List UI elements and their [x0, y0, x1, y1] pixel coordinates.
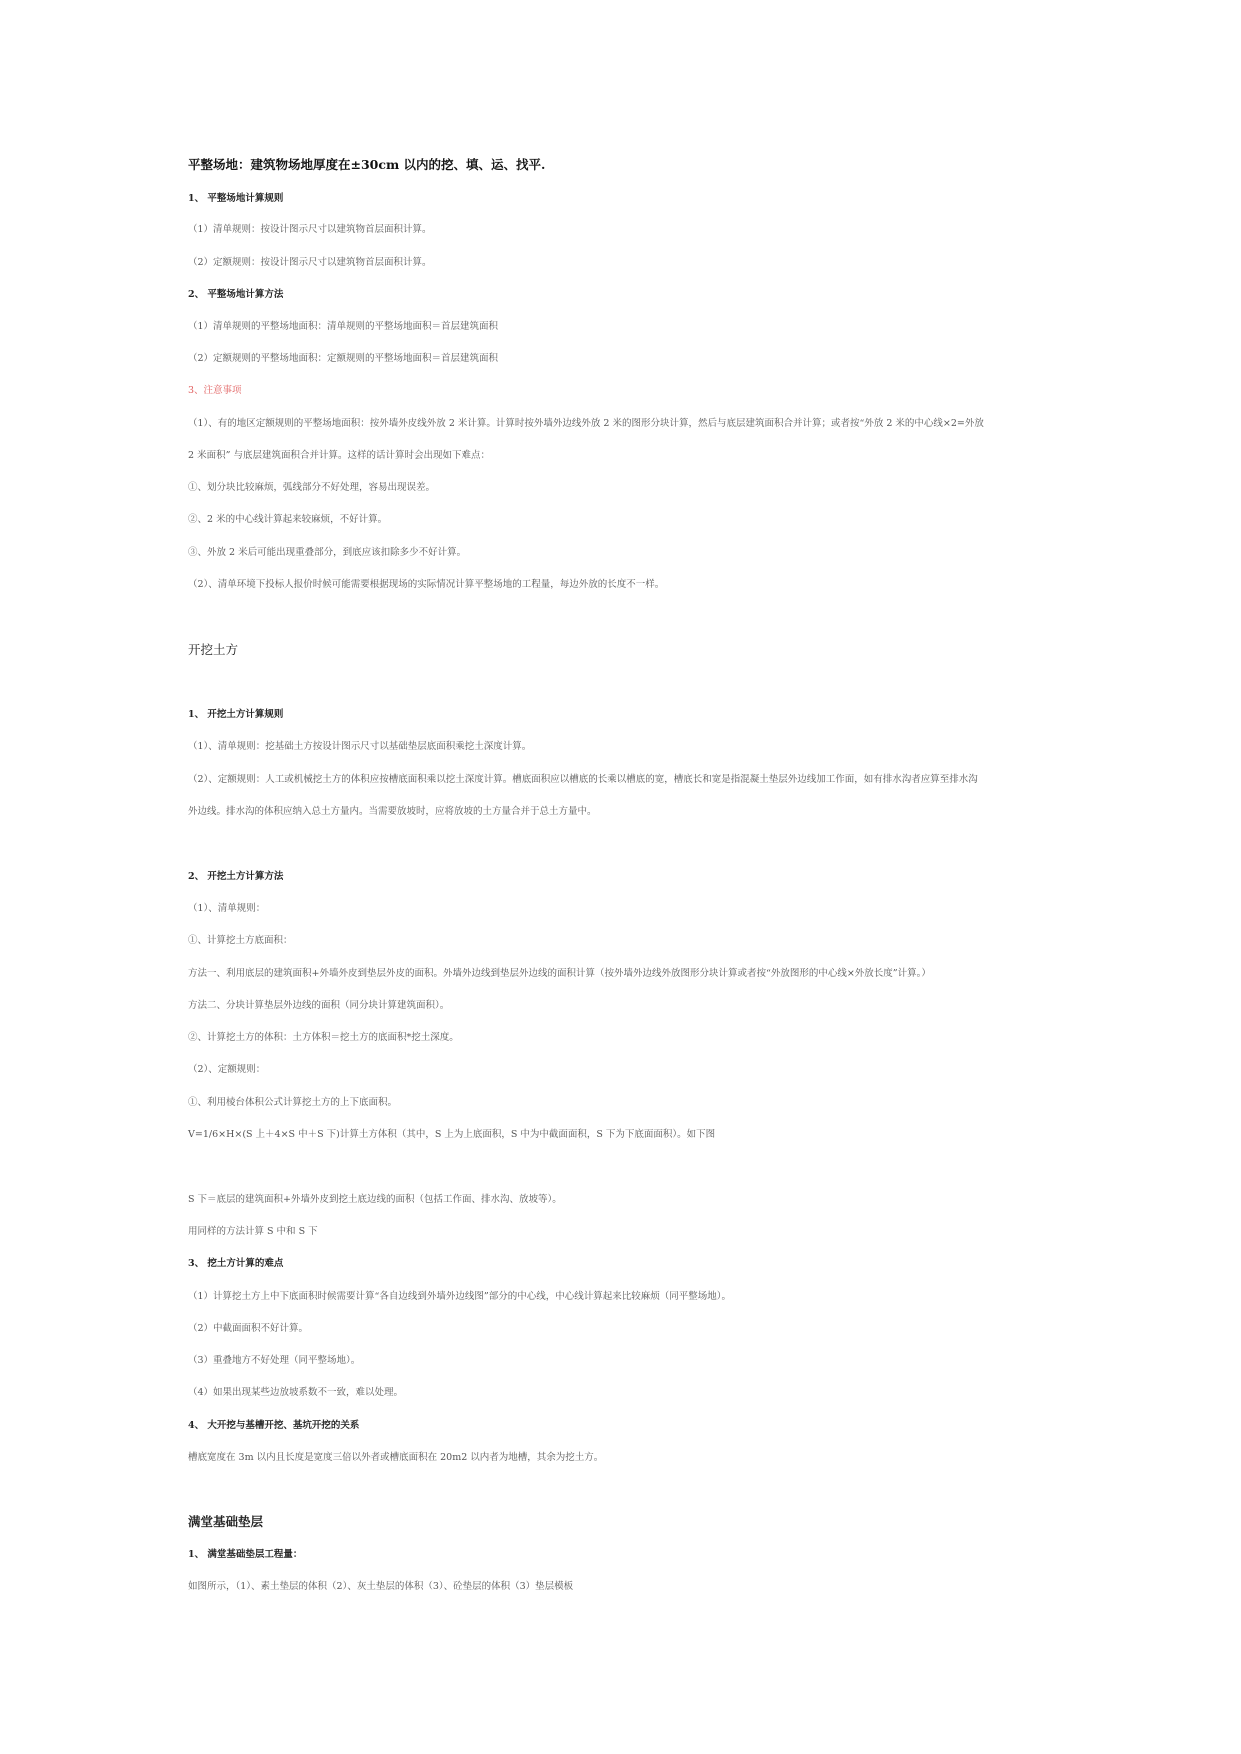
paragraph: （1）清单规则：按设计图示尺寸以建筑物首层面积计算。: [188, 224, 432, 235]
paragraph: ③、外放 2 米后可能出现重叠部分，到底应该扣除多少不好计算。: [188, 547, 467, 558]
paragraph: （1）清单规则的平整场地面积：清单规则的平整场地面积＝首层建筑面积: [188, 321, 499, 332]
paragraph: 方法二、分块计算垫层外边线的面积（同分块计算建筑面积）。: [188, 1000, 450, 1011]
formula-paragraph: V=1/6×H×(S 上＋4×S 中＋S 下)计算土方体积（其中，S 上为上底面积，S 中为中截面面积，S 下为下底面面积）。如下图: [188, 1129, 716, 1140]
paragraph: 槽底宽度在 3m 以内且长度是宽度三倍以外者或槽底面积在 20m2 以内者为地槽，其余为挖土方。: [188, 1452, 604, 1463]
paragraph: 方法一、利用底层的建筑面积+外墙外皮到垫层外皮的面积。外墙外边线到垫层外边线的面积计算（按外墙外边线外放图形分块计算或者按“外放图形的中心线×外放长度”计算。）: [188, 968, 931, 979]
subheading-2: 2、 开挖土方计算方法: [188, 871, 284, 882]
heading-site-leveling: 平整场地：建筑物场地厚度在±30cm 以内的挖、填、运、找平.: [188, 157, 546, 172]
subheading-1: 1、 平整场地计算规则: [188, 193, 284, 204]
paragraph: 用同样的方法计算 S 中和 S 下: [188, 1226, 318, 1237]
subheading-1: 1、 满堂基础垫层工程量：: [188, 1549, 303, 1560]
paragraph: （2）定额规则的平整场地面积：定额规则的平整场地面积＝首层建筑面积: [188, 353, 499, 364]
subheading-2: 2、 平整场地计算方法: [188, 289, 284, 300]
subheading-1: 1、 开挖土方计算规则: [188, 709, 284, 720]
paragraph: （2）、定额规则：人工或机械挖土方的体积应按槽底面积乘以挖土深度计算。槽底面积应以槽底的长乘以槽底的宽，槽底长和宽是指混凝土垫层外边线加工作面，如有排水沟者应算至排水沟: [188, 774, 978, 785]
paragraph: （2）、定额规则：: [188, 1064, 266, 1075]
paragraph: （2）中截面面积不好计算。: [188, 1323, 309, 1334]
paragraph: （1）计算挖土方上中下底面积时候需要计算“各自边线到外墙外边线图”部分的中心线，中心线计算起来比较麻烦（同平整场地）。: [188, 1291, 732, 1302]
paragraph: （4）如果出现某些边放坡系数不一致，难以处理。: [188, 1387, 404, 1398]
paragraph: ②、2 米的中心线计算起来较麻烦，不好计算。: [188, 514, 388, 525]
subheading-3: 3、 挖土方计算的难点: [188, 1258, 284, 1269]
paragraph: （1）、清单规则：: [188, 903, 266, 914]
subheading-notes: 3、注意事项: [188, 385, 242, 396]
paragraph: （3）重叠地方不好处理（同平整场地）。: [188, 1355, 361, 1366]
paragraph: 如图所示，（1）、素土垫层的体积（2）、灰土垫层的体积（3）、砼垫层的体积（3）垫层模板: [188, 1581, 574, 1592]
heading-raft-foundation-cushion: 满堂基础垫层: [188, 1514, 264, 1529]
paragraph: ①、利用棱台体积公式计算挖土方的上下底面积。: [188, 1097, 398, 1108]
paragraph: ②、计算挖土方的体积：土方体积＝挖土方的底面积*挖土深度。: [188, 1032, 459, 1043]
paragraph: ①、划分块比较麻烦，弧线部分不好处理，容易出现误差。: [188, 482, 436, 493]
paragraph: （2）、清单环境下投标人报价时候可能需要根据现场的实际情况计算平整场地的工程量，每边外放的长度不一样。: [188, 579, 665, 590]
paragraph: 外边线。排水沟的体积应纳入总土方量内。当需要放坡时，应将放坡的土方量合并于总土方量中。: [188, 806, 597, 817]
subheading-4: 4、 大开挖与基槽开挖、基坑开挖的关系: [188, 1420, 360, 1431]
paragraph: 2 米面积” 与底层建筑面积合并计算。这样的话计算时会出现如下难点：: [188, 450, 490, 461]
paragraph: （2）定额规则：按设计图示尺寸以建筑物首层面积计算。: [188, 257, 432, 268]
paragraph: （1）、清单规则：挖基础土方按设计图示尺寸以基础垫层底面积乘挖土深度计算。: [188, 741, 532, 752]
paragraph: ①、计算挖土方底面积：: [188, 935, 293, 946]
paragraph: S 下＝底层的建筑面积+外墙外皮到挖土底边线的面积（包括工作面、排水沟、放坡等）。: [188, 1194, 562, 1205]
heading-excavation: 开挖土方: [188, 642, 239, 657]
paragraph: （1）、有的地区定额规则的平整场地面积：按外墙外皮线外放 2 米计算。计算时按外墙外边线外放 2 米的图形分块计算，然后与底层建筑面积合并计算；或者按“外放 2 米的中心线×2=外放: [188, 418, 984, 429]
